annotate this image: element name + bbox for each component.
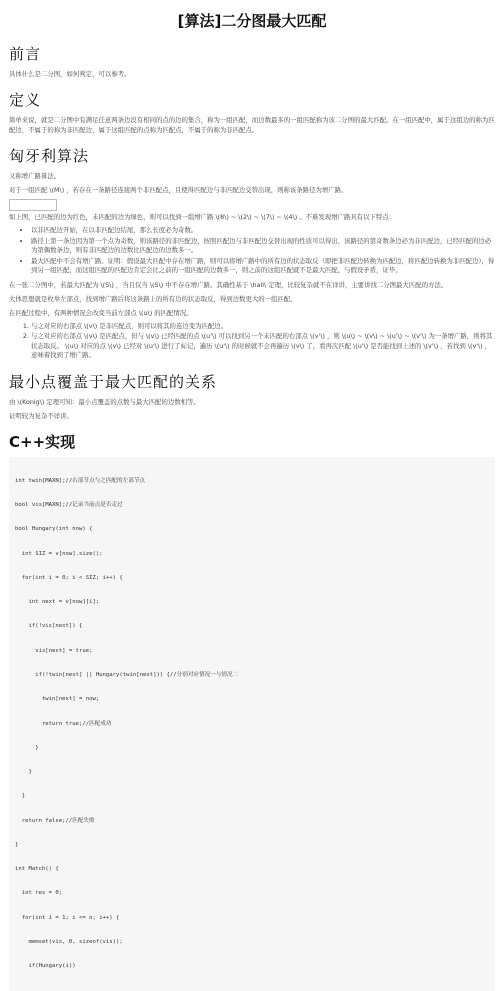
code-line: for(int i = 0; i < SIZ; i++) { <box>15 574 123 581</box>
code-line: } <box>15 793 26 800</box>
hungarian-p2: 对于一组匹配 \(M\) ，若存在一条路径连接两个非匹配点，且使得匹配边与非匹配边交替出现，则称该条路径为增广路。 <box>9 186 348 194</box>
features-list <box>9 226 495 276</box>
code-line: int next = v[now][i]; <box>15 599 100 606</box>
code-line: for(int i = 1; i <= n; i++) { <box>15 914 120 921</box>
hungarian-p1: 又称增广路算法。 <box>9 172 61 180</box>
cover-p1: 由 \(Konig\) 定理可知：最小点覆盖的点数与最大匹配的边数相等。 <box>9 397 200 406</box>
section-heading-definition: 定义 <box>9 91 42 109</box>
code-line: bool vis[MAXN];//记录当前点是否走过 <box>15 501 123 508</box>
section-heading-preface: 前言 <box>9 45 42 63</box>
preface-text: 具体什么是二分图，如何判定，可以参考。 <box>9 70 131 78</box>
list-item: • 路径上第一条边因为第一个点为奇数，则该路径的非匹配边、按照匹配边与非匹配边交替出现的性质可以得出，该路径的第奇数条边必为非匹配边，已经匹配的边必为第偶数条边，则有非匹配边的边数比匹配边的边数多一。 <box>31 237 495 256</box>
code-line: int twin[MAXN];//右部节点与之匹配的左部节点 <box>15 477 145 484</box>
code-line: if(!twin[next] || Hungary(twin[next])) {//分别对应情况一与情况二 <box>15 671 239 678</box>
code-line: } <box>15 769 32 776</box>
hungarian-p4: 在一张二分图中，若最大匹配为 \(S\) ，当且仅当 \(S\) 中不存在增广路。其确性基于 \hall\ 定理，比较复杂就不在详讲，主要讲找二分图最大匹配的方法。 <box>9 280 448 289</box>
section-heading-cover: 最小点覆盖于最大匹配的关系 <box>9 372 218 391</box>
code-line: vis[next] = true; <box>15 647 93 654</box>
cover-p2: 证明较为复杂不详讲。 <box>9 411 73 420</box>
broken-image-placeholder <box>9 199 57 211</box>
code-line: return true;//匹配成功 <box>15 720 112 727</box>
hungarian-p6: 在匹配过程中，有两种情况会改变当前左部点 \(u\) 的匹配情况。 <box>9 308 193 317</box>
list-item: • 以非匹配边开始，在以非匹配边结尾，那么长度必为奇数。 <box>31 226 495 236</box>
section-heading-cpp: C++实现 <box>9 432 76 451</box>
list-item: 2. 与之对应的右部点 \(v\) 是匹配点，但与 \(v\) 已经匹配的点 \(u'\) 可以找到另一个未匹配的右部点 \(v'\) ，则 \(u\) ~ \(v\) ~ \(u'\) ~ \(v'\) 为一条增广路，则将其状态取反。 \(u\) 对应的点 \(v\) 已经对 \(u'\) 进行了标记，遍历 \(u'\) 的时候就不会再遍历 \(v\) 了，看再次匹配 \(u'\) 是否能找到上述的 \(v'\) ，若找到 \(v'\) ，意味着找到了增广路。 <box>31 332 495 361</box>
code-line: if(Hungary(i)) <box>15 963 76 970</box>
cases-list <box>9 322 495 361</box>
code-line: twin[next] = now; <box>15 696 100 703</box>
page-title: [算法]二分图最大匹配 <box>177 12 327 30</box>
section-heading-hungarian: 匈牙利算法 <box>9 147 90 165</box>
code-line: return false;//匹配失败 <box>15 817 95 824</box>
code-line: memset(vis, 0, sizeof(vis)); <box>15 939 123 946</box>
definition-text: 简单来说，就是二分图中有满足任意两条边没有相同的点的边的集合，称为一组匹配，而边数最多的一组匹配称为该二分图的最大匹配。在一组匹配中，属于这组边的称为匹配边，不属于的称为非匹配边，属于这组匹配的点称为匹配点，不属于的称为非匹配点。 <box>9 116 495 134</box>
code-line: } <box>15 744 39 751</box>
code-line: int res = 0; <box>15 890 63 897</box>
code-line: int Match() { <box>15 866 59 873</box>
hungarian-p5: 大体思想就是枚举左部点，找到增广路后将这条路上的所有边的状态取反，得到边数更大的一组匹配。 <box>9 294 297 303</box>
list-item: 1. 与之对应的右部点 \(v\) 是非匹配点，则可以将其的连边变为匹配边。 <box>31 322 495 332</box>
code-line: bool Hungary(int now) { <box>15 526 93 533</box>
code-line: if(!vis[next]) { <box>15 623 83 630</box>
code-line: int SIZ = v[now].size(); <box>15 550 103 557</box>
code-line: } <box>15 841 19 848</box>
list-item: • 最大匹配中不会有增广路。证明：假设最大匹配中存在增广路，则可以将增广路中的所有边的状态取反（即把非匹配边转换为匹配边，将匹配边转换为非匹配边），得到另一组匹配，而这组匹配的匹配边肯定会比之前的一组匹配的边数多一，则之前的这组匹配就不是最大匹配，与假设矛盾，证毕。 <box>31 257 495 276</box>
code-block <box>9 457 495 991</box>
hungarian-p3: 如上图，已匹配的边为红色，未匹配的边为绿色，则可以找到一组增广路 \(8\) ~ \(2\) ~ \(7\) ~ \(4\) 。不难发现增广路具有以下特点： <box>9 213 396 221</box>
